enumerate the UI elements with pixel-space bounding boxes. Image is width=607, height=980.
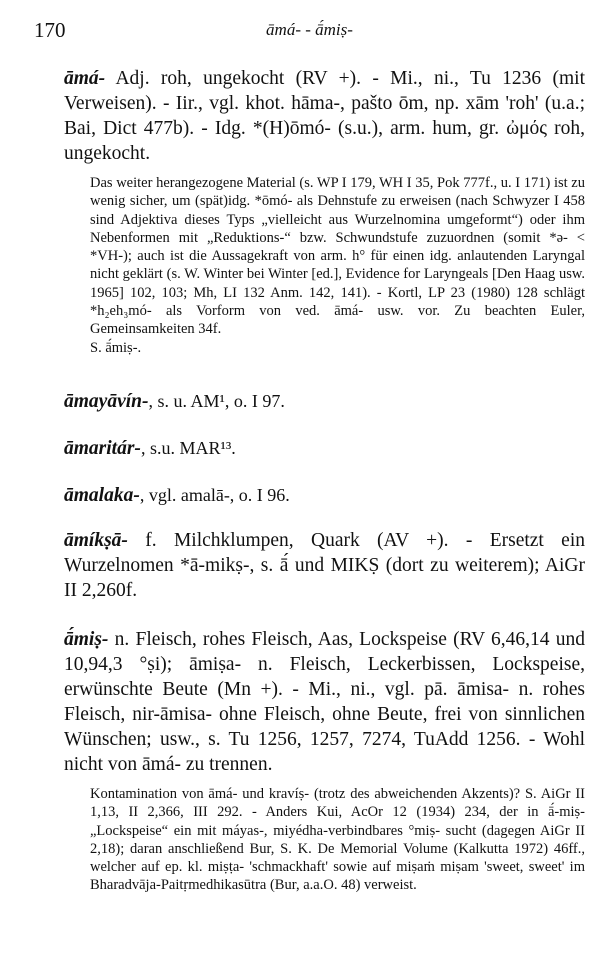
entry-amayavin — [64, 389, 585, 414]
entry-amiksa — [64, 528, 585, 603]
entry-text: , vgl. amalā-, o. I 96. — [139, 484, 290, 505]
page-number: 170 — [34, 18, 66, 42]
page-content — [64, 66, 585, 895]
headword: āmíkṣā- — [64, 529, 128, 551]
entry-ama — [64, 66, 585, 166]
running-head: āmá- - ā́miṣ- — [266, 20, 353, 39]
entry-amalaka — [64, 483, 585, 508]
headword: āmá- — [64, 68, 106, 89]
entry-note: Kontamination von āmá- und kravíṣ- (trotz des abweichenden Akzents)? S. AiGr II 1,13, II 2,366, III 292. - Anders Kui, AcOr 12 (1934) 234, der in ā́-miṣ- „Lockspeise“ ein mit máyas-, miyédha-verbindbares °miṣ- sucht (dagegen AiGr II 2,18); daran anschließend Bur, S. K. De Memorial Volume (Kalkutta 1972) 46ff., welcher auf ep. kl. miṣṭa- 'schmackhaft' sowie auf miṣaṁ miṣam 'sweet, sweet' im Bharadvāja-Paitṛmedhikasūtra (Bur, a.a.O. 48) verweist. — [90, 785, 585, 894]
entry-text: n. Fleisch, rohes Fleisch, Aas, Lockspeise (RV 6,46,14 und 10,94,3 °ṣi); āmiṣa- n. Fleisch, Leckerbissen, Lockspeise, erwünschte Beute (Mn +). - Mi., ni., vgl. pā. āmisa- n. rohes Fleisch, nir-āmisa- ohne Fleisch, ohne Beute, frei von sinnlichen Wünschen; usw., s. Tu 1256, 1257, 7274, TuAdd 1256. - Wohl nicht von āmá- zu trennen. — [64, 628, 585, 775]
entry-note: Das weiter herangezogene Material (s. WP I 179, WH I 35, Pok 777f., u. I 171) ist zu wenig sicher, um (spät)idg. *ōmó- als Dehnstufe zu erweisen (nach Schwyzer I 458 sind Adjektiva dieses Typs „vielleicht aus Wurzelnomina umgeformt“) oder ihm Nebenformen mit „Reduktions-“ bzw. Schwundstufe zuzuordnen (somit *ə- < *VH-); auch ist die Aussagekraft von arm. h° für einen idg. anlautenden Laryngal nicht geklärt (s. W. Winter bei Winter [ed.], Evidence for Laryngeals [Den Haag usw. 1965] 102, 103; Mh, LI 132 Anm. 142, 141). - Kortl, LP 23 (1980) 128 schlägt *h₂eh₃mó- als Vorform von ved. āmá- usw. vor. Zu beachten Euler, Gemeinsamkeiten 34f. — [90, 175, 585, 338]
headword: āmayāvín- — [64, 390, 149, 412]
entry-amis — [64, 627, 585, 777]
headword: ā́miṣ- — [64, 628, 109, 650]
headword: āmalaka- — [64, 484, 140, 506]
entry-text: , s.u. MAR¹³. — [140, 437, 236, 458]
entry-text: , s. u. AM¹, o. I 97. — [148, 390, 285, 411]
entry-text: f. Milchklumpen, Quark (AV +). - Ersetzt ein Wurzelnomen *ā-mikṣ-, s. ā́ und MIKṢ (dort zu weiterem); AiGr II 2,260f. — [64, 529, 585, 601]
page-header — [34, 18, 585, 44]
entry-amaritar — [64, 436, 585, 461]
see-also: S. ā́miṣ-. — [90, 339, 142, 356]
headword: āmaritár- — [64, 437, 141, 459]
entry-text: Adj. roh, ungekocht (RV +). - Mi., ni., Tu 1236 (mit Verweisen). - Iir., vgl. khot. hāma-, pašto ōm, np. xām 'roh' (u.a.; Bai, Dict 477b). - Idg. *(H)ōmó- (s.u.), arm. hum, gr. ὠμός roh, ungekocht. — [64, 68, 585, 164]
